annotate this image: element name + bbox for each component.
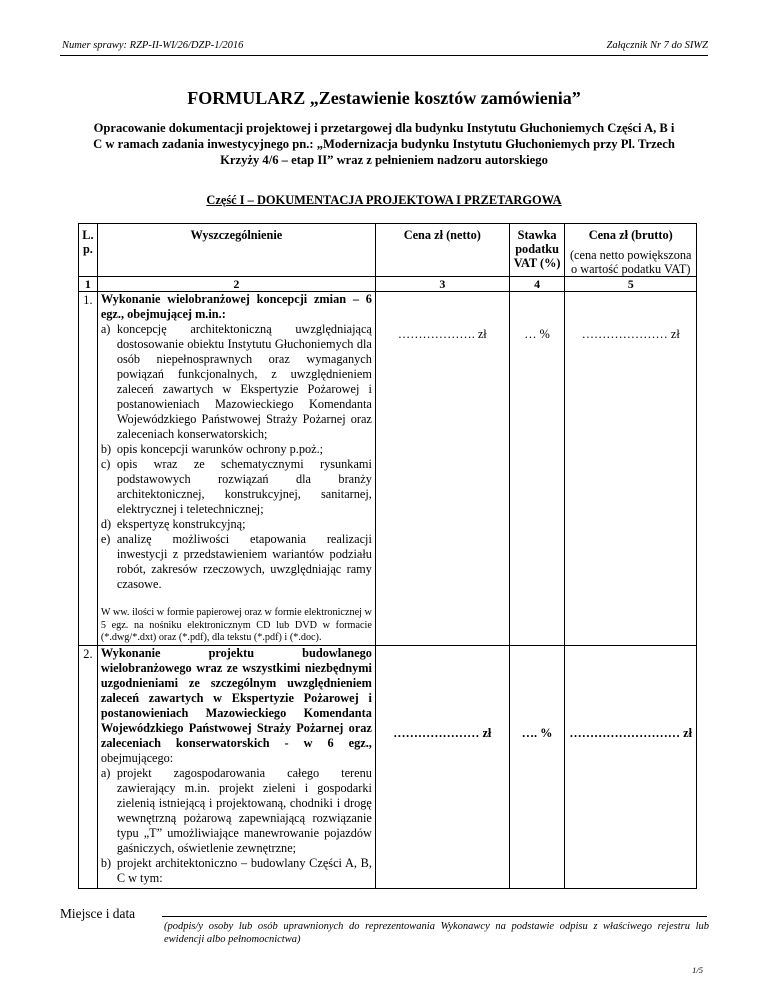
row-number: 1. <box>79 292 98 646</box>
part-title: Część I – DOKUMENTACJA PROJEKTOWA I PRZETARGOWA <box>206 193 562 207</box>
page-number: 1/5 <box>692 965 703 975</box>
row-description <box>97 645 375 888</box>
row-items <box>101 322 372 592</box>
table-header-row <box>79 224 697 277</box>
list-item: a) koncepcję architektoniczną uwzględniającą dostosowanie obiektu Instytutu Głuchoniemych dla osób niepełnosprawnych oraz wymaganych powiązań funkcjonalnych, z uwzględnieniem zaleceń zawartych w Ekspertyzie Pożarowej i postanowieniach Mazowieckiego Komendanta Wojewódzkiego Państwowej Straży Pożarnej oraz zaleceniach konserwatorskich; <box>100 322 372 441</box>
col-number: 5 <box>565 277 697 292</box>
col-number: 3 <box>375 277 509 292</box>
col-number: 4 <box>509 277 565 292</box>
net-price-field[interactable]: ………………. zł <box>375 292 509 646</box>
case-number: Numer sprawy: RZP-II-WI/26/DZP-1/2016 <box>62 40 244 51</box>
signature-line[interactable] <box>162 916 707 917</box>
form-title: FORMULARZ „Zestawienie kosztów zamówienia” <box>187 88 581 108</box>
vat-rate-field[interactable]: … % <box>509 292 565 646</box>
row-title: Wykonanie wielobranżowej koncepcji zmian – 6 egz., obejmującej m.in.: <box>100 292 372 321</box>
list-item: b) projekt architektoniczno – budowlany Części A, B, C w tym: <box>100 855 372 885</box>
row-number: 2. <box>79 645 98 888</box>
cost-table <box>78 223 697 889</box>
column-number-row <box>79 277 697 292</box>
header-gross-label: Cena zł (brutto) <box>588 228 673 242</box>
header-net-price: Cena zł (netto) <box>375 224 509 277</box>
gross-price-field[interactable]: ………………… zł <box>565 292 697 646</box>
list-item: d) ekspertyzę konstrukcyjną; <box>100 517 246 531</box>
row-items <box>101 766 372 886</box>
header-vat-rate: Stawka podatku VAT (%) <box>509 224 565 277</box>
row-title: Wykonanie projektu budowlanego wielobranżowego wraz ze wszystkimi niezbędnymi uzgodnieniami ze szczególnym uwzględnieniem zaleceń zawartych w Ekspertyzie Pożarowej i postanowieniach Mazowieckiego Komendanta Wojewódzkiego Państwowej Straży Pożarnej oraz zaleceniach konserwatorskich - w 6 egz., obejmującego: <box>100 645 372 765</box>
place-date-label: Miejsce i data <box>60 906 136 921</box>
header-gross-price <box>565 224 697 277</box>
list-item: e) analizę możliwości etapowania realizacji inwestycji z przedstawieniem wariantów podziału robót, zakresów rzeczowych, uwzględniając ramy czasowe. <box>100 532 372 591</box>
vat-rate-field[interactable]: …. % <box>509 645 565 888</box>
header-description: Wyszczególnienie <box>97 224 375 277</box>
header-lp: L. p. <box>79 224 98 277</box>
form-subtitle: Opracowanie dokumentacji projektowej i przetargowej dla budynku Instytutu Głuchoniemych Części A, B i C w ramach zadania inwestycyjnego pn.: „Modernizacja budynku Instytutu Głuchoniemych przy Pl. Trzech Krzyży 4/6 – etap II” wraz z pełnieniem nadzoru autorskiego <box>93 121 675 167</box>
header-divider <box>60 55 708 56</box>
col-number: 2 <box>97 277 375 292</box>
net-price-field[interactable]: ………………… zł <box>375 645 509 888</box>
col-number: 1 <box>79 277 98 292</box>
table-row <box>79 292 697 646</box>
list-item: b) opis koncepcji warunków ochrony p.poż.; <box>100 442 324 456</box>
attachment-label: Załącznik Nr 7 do SIWZ <box>606 40 708 51</box>
row-note: W ww. ilości w formie papierowej oraz w formie elektronicznej w 5 egz. na nośniku elektronicznym CD lub DVD w formacie (*.dwg/*.dxt) oraz (*.pdf), dla tekstu (*.pdf) i (*.doc). <box>100 607 372 643</box>
gross-price-field[interactable]: ……………………… zł <box>565 645 697 888</box>
signature-note: (podpis/y osoby lub osób uprawnionych do reprezentowania Wykonawcy na podstawie odpisu z właściwego rejestru lub ewidencji albo pełnomocnictwa) <box>164 921 709 945</box>
header-gross-note: (cena netto powiększona o wartość podatku VAT) <box>569 248 692 276</box>
table-row <box>79 645 697 888</box>
list-item: c) opis wraz ze schematycznymi rysunkami podstawowych rozwiązań dla branży architektonicznej, konstrukcyjnej, sanitarnej, elektrycznej i teletechnicznej; <box>100 457 372 516</box>
list-item: a) projekt zagospodarowania całego terenu zawierający m.in. projekt zieleni i gospodarki zielenią istniejącą i projektowaną, chodniki i drogę wewnętrzną pożarową zapewniającą rozwiązanie typu „T” umożliwiające manewrowanie pojazdów gaśniczych, oświetlenie zewnętrzne; <box>100 765 372 855</box>
row-description <box>97 292 375 646</box>
